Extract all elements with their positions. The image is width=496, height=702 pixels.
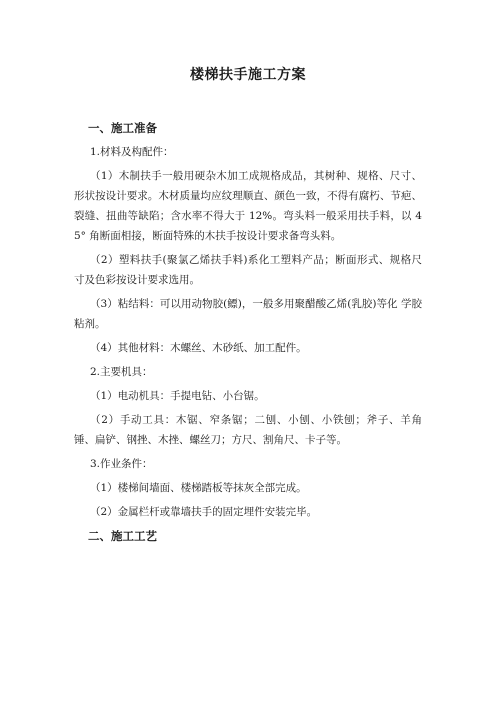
paragraph-plastic-handrail: （2）塑料扶手(聚氯乙烯扶手料)系化工塑料产品；断面形式、规格尺 寸及色彩按设计要求选用。 <box>74 254 422 286</box>
paragraph-electric-tools: （1）电动机具：手提电钻、小台锯。 <box>90 390 265 402</box>
paragraph-condition-walls: （1）楼梯间墙面、楼梯踏板等抹灰全部完成。 <box>90 482 307 494</box>
paragraph-wood-handrail: （1）木制扶手一般用硬杂木加工成规格成品，其树种、规格、尺寸、形状按设计要求。木材质量均应纹理顺直、颜色一致，不得有腐朽、节疤、裂缝、扭曲等缺陷；含水率不得大于 12%。弯头料一般采用扶手料，以 45° 角断面相接，断面特殊的木扶手按设计要求备弯头料。 <box>74 170 422 242</box>
paragraph-materials-heading: 1.材料及构配件： <box>90 146 174 158</box>
paragraph-manual-tools: （2）手动工具：木锯、窄条锯；二刨、小刨、小铁刨；斧子、羊角锤、扁铲、钢挫、木挫、螺丝刀；方尺、割角尺、卡子等。 <box>74 414 422 446</box>
section-heading-preparation: 一、施工准备 <box>88 121 157 135</box>
paragraph-adhesive: （3）粘结料：可以用动物胶(鳔)，一般多用聚醋酸乙烯(乳胶)等化 学胶粘剂。 <box>74 298 422 330</box>
document-title: 楼梯扶手施工方案 <box>190 67 306 83</box>
document-body <box>74 118 422 550</box>
paragraph-conditions-heading: 3.作业条件： <box>90 458 153 470</box>
paragraph-other-materials: （4）其他材料：木螺丝、木砂纸、加工配件。 <box>90 342 307 354</box>
paragraph-condition-embeds: （2）金属栏杆或靠墙扶手的固定埋件安装完毕。 <box>90 506 318 518</box>
paragraph-tools-heading: 2.主要机具： <box>90 366 153 378</box>
section-heading-process: 二、施工工艺 <box>88 529 157 543</box>
